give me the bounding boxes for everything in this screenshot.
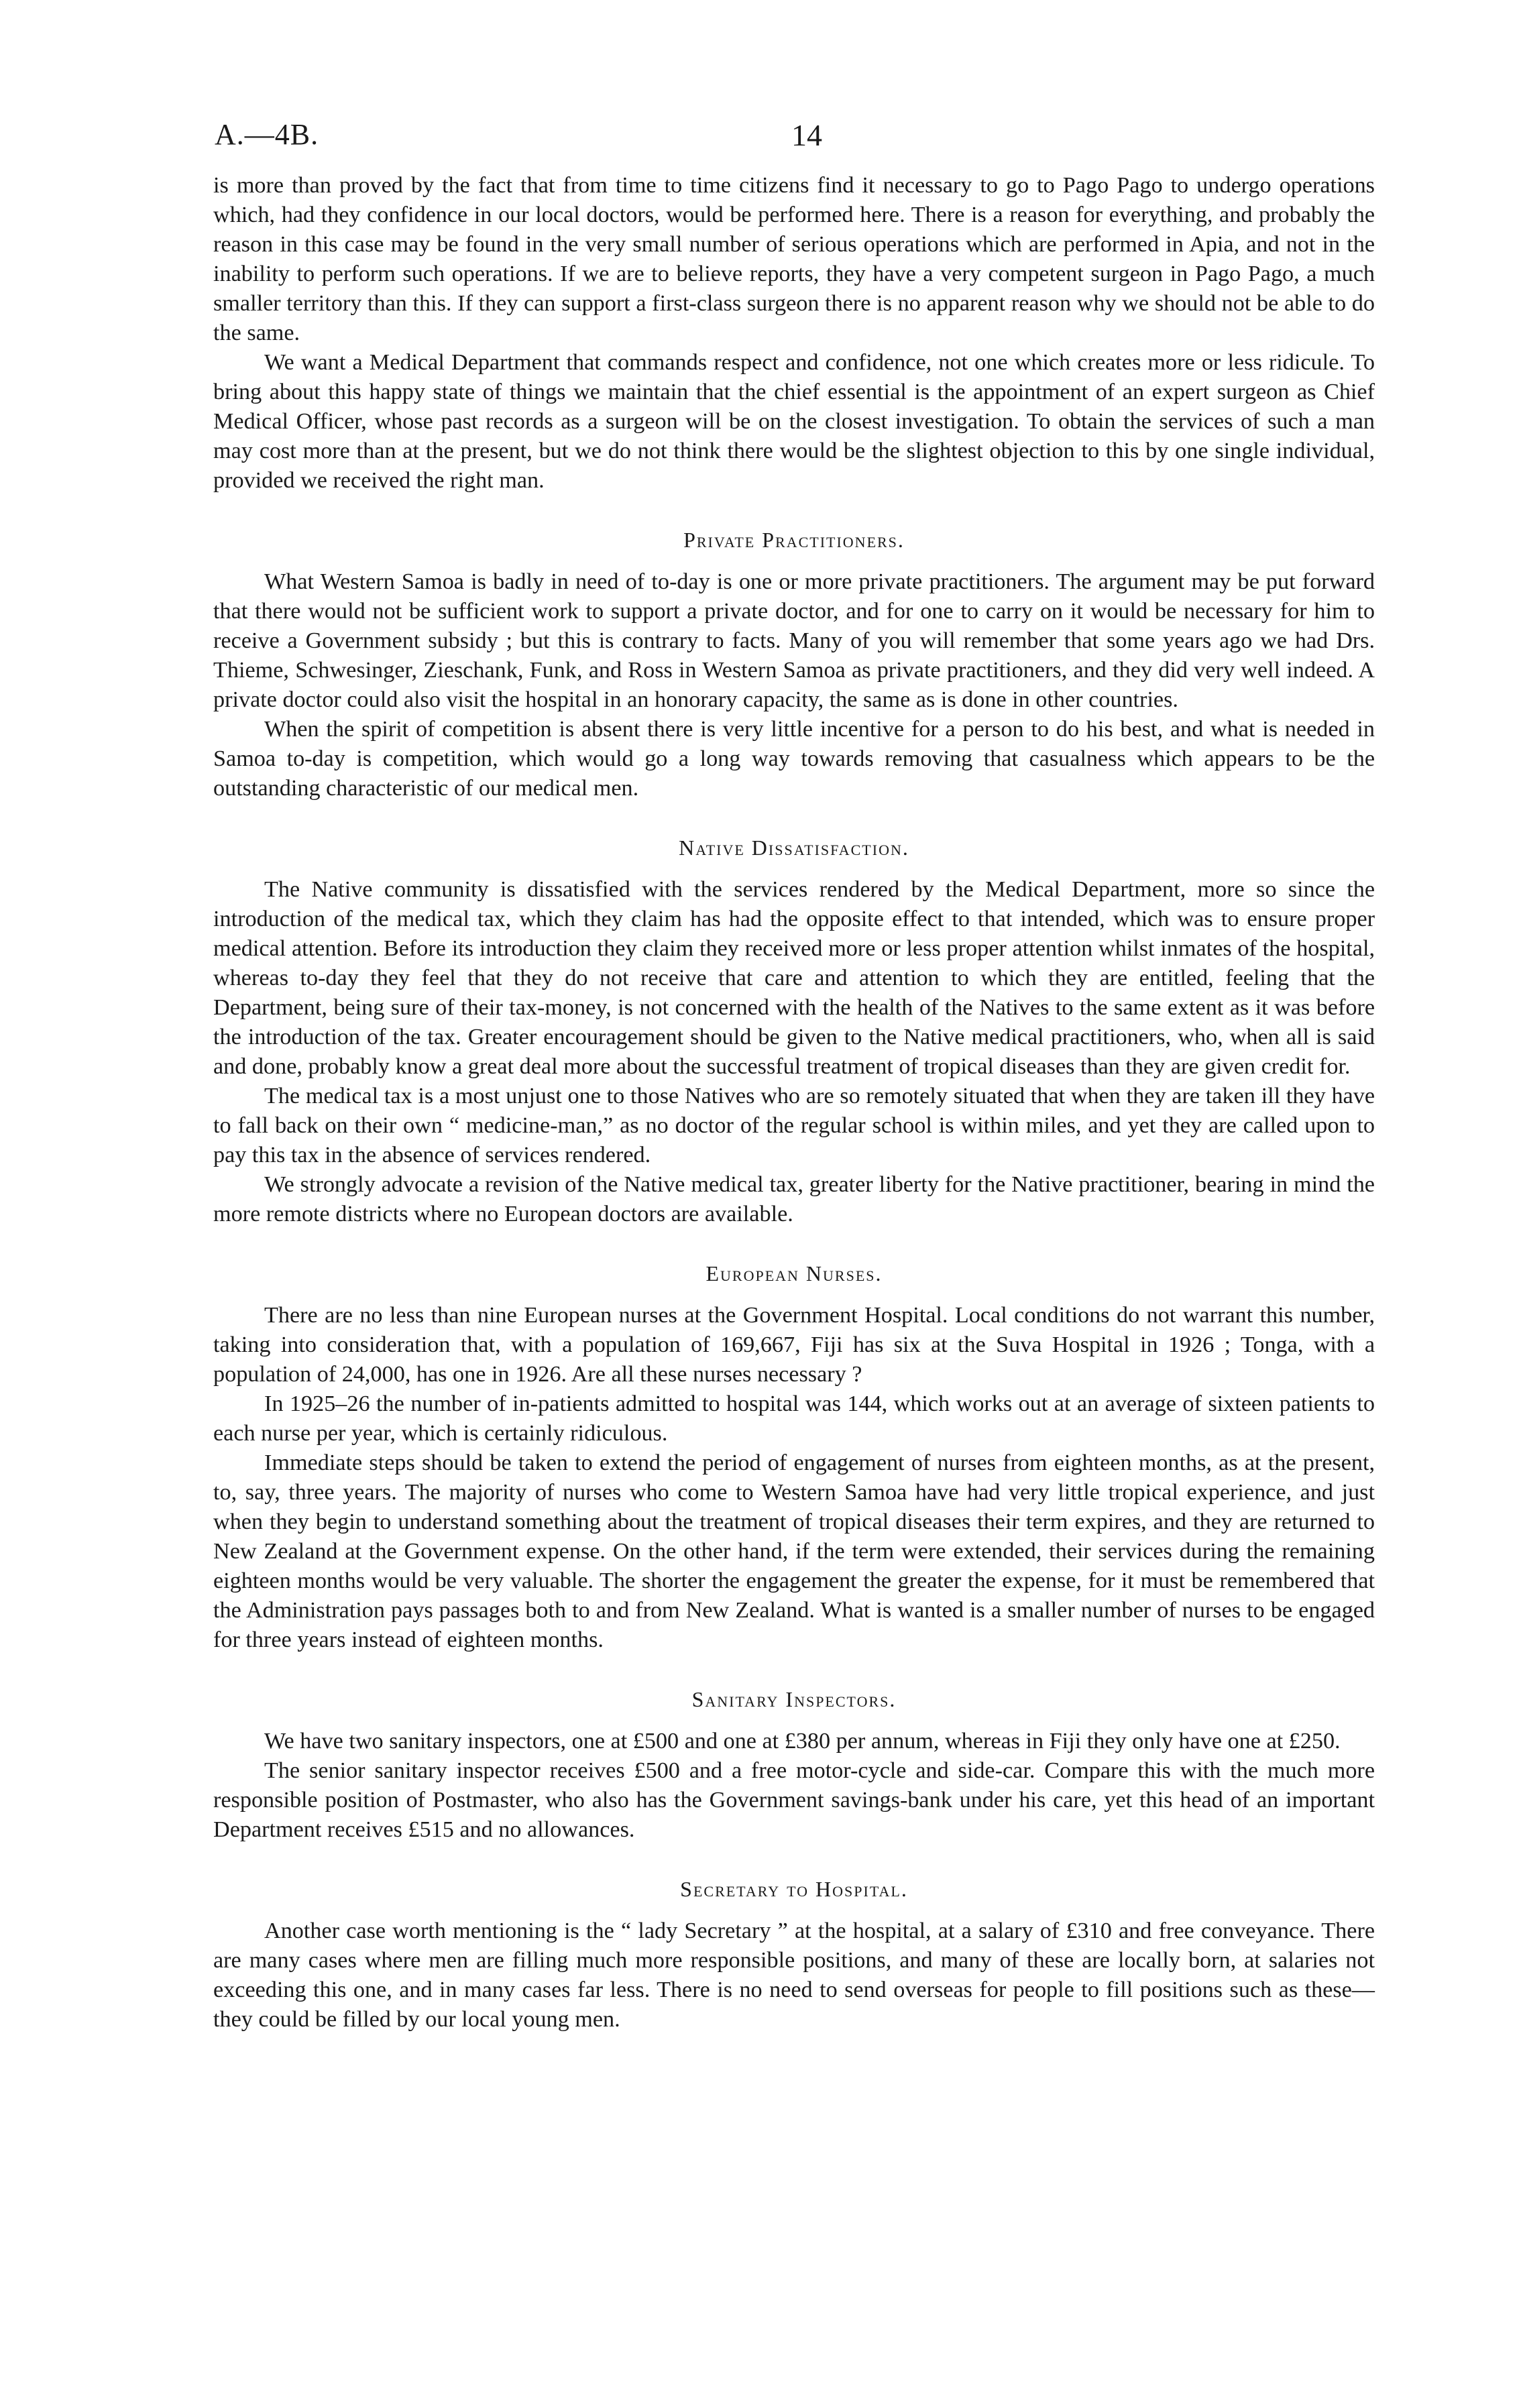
- paragraph: What Western Samoa is badly in need of to-day is one or more private practitioners. The argument may be put forward that there would not be sufficient work to support a private doctor, and for one to carry on it would be necessary for him to receive a Government subsidy ; but this is contrary to facts. Many of you will remember that some years ago we had Drs. Thieme, Schwesinger, Zieschank, Funk, and Ross in Western Samoa as private practitioners, and they did very well indeed. A private doctor could also visit the hospital in an honorary capacity, the same as is done in other countries.: [213, 569, 1375, 712]
- paragraph: The medical tax is a most unjust one to those Natives who are so remotely situated that when they are taken ill they have to fall back on their own “ medicine-man,” as no doctor of the regular school is within miles, and yet they are called upon to pay this tax in the absence of services rendered.: [213, 1084, 1375, 1167]
- section-heading: Secretary to Hospital.: [680, 1877, 908, 1901]
- section-secretary-to-hospital: [213, 1874, 1375, 2034]
- section-heading: Private Practitioners.: [683, 528, 905, 552]
- paragraph: We want a Medical Department that commands respect and confidence, not one which creates more or less ridicule. To bring about this happy state of things we maintain that the chief essential is the appointment of an expert surgeon as Chief Medical Officer, whose past records as a surgeon will be on the closest investigation. To obtain the services of such a man may cost more than at the present, but we do not think there would be the slightest objection to this by one single individual, provided we received the right man.: [213, 350, 1375, 493]
- paragraph: The senior sanitary inspector receives £500 and a free motor-cycle and side-car. Compare this with the much more responsible position of Postmaster, who also has the Government savings-bank under his care, yet this head of an important Department receives £515 and no allowances.: [213, 1758, 1375, 1842]
- section-private-practitioners: [213, 525, 1375, 803]
- section-european-nurses: [213, 1259, 1375, 1655]
- section-heading: Native Dissatisfaction.: [679, 836, 909, 860]
- paragraph: Another case worth mentioning is the “ lady Secretary ” at the hospital, at a salary of £310 and free conveyance. There are many cases where men are filling much more responsible positions, and many of these are locally born, at salaries not exceeding this one, and in many cases far less. There is no need to send overseas for people to fill positions such as these—they could be filled by our local young men.: [213, 1918, 1375, 2032]
- paragraph: Immediate steps should be taken to extend the period of engagement of nurses from eighteen months, as at the present, to, say, three years. The majority of nurses who come to Western Samoa have had very little tropical experience, and just when they begin to understand something about the treatment of tropical diseases their term expires, and they are returned to New Zealand at the Government expense. On the other hand, if the term were extended, their services during the remaining eighteen months would be very valuable. The shorter the engagement the greater the expense, for it must be remembered that the Administration pays passages both to and from New Zealand. What is wanted is a smaller number of nurses to be engaged for three years instead of eighteen months.: [213, 1450, 1375, 1652]
- paragraph: There are no less than nine European nurses at the Government Hospital. Local conditions do not warrant this number, taking into consideration that, with a population of 169,667, Fiji has six at the Suva Hospital in 1926 ; Tonga, with a population of 24,000, has one in 1926. Are all these nurses necessary ?: [213, 1303, 1375, 1387]
- paragraph: We strongly advocate a revision of the Native medical tax, greater liberty for the Native practitioner, bearing in mind the more remote districts where no European doctors are available.: [213, 1172, 1375, 1226]
- section-heading: Sanitary Inspectors.: [691, 1687, 897, 1711]
- paragraph: When the spirit of competition is absent there is very little incentive for a person to do his best, and what is needed in Samoa to-day is competition, which would go a long way towards removing that casualness which appears to be the outstanding characteristic of our medical men.: [213, 717, 1375, 801]
- page-header: [0, 117, 1521, 158]
- document-body: [213, 171, 1375, 2034]
- section-heading: European Nurses.: [706, 1261, 883, 1285]
- section-sanitary-inspectors: [213, 1684, 1375, 1845]
- page-number: 14: [791, 118, 822, 152]
- document-reference: A.—4B.: [215, 118, 319, 151]
- section-native-dissatisfaction: [213, 833, 1375, 1229]
- paragraph: The Native community is dissatisfied with the services rendered by the Medical Department, more so since the introduction of the medical tax, which they claim has had the opposite effect to that intended, which was to ensure proper medical attention. Before its introduction they claim they received more or less proper attention whilst inmates of the hospital, whereas to-day they feel that they do not receive that care and attention to which they are entitled, feeling that the Department, being sure of their tax-money, is not concerned with the health of the Natives to the same extent as it was before the introduction of the tax. Greater encouragement should be given to the Native medical practitioners, who, when all is said and done, probably know a great deal more about the successful treatment of tropical diseases than they are given credit for.: [213, 877, 1375, 1079]
- paragraph: is more than proved by the fact that from time to time citizens find it necessary to go to Pago Pago to undergo operations which, had they confidence in our local doctors, would be performed here. There is a reason for everything, and probably the reason in this case may be found in the very small number of serious operations which are performed in Apia, and not in the inability to perform such operations. If we are to believe reports, they have a very competent surgeon in Pago Pago, a much smaller territory than this. If they can support a first-class surgeon there is no apparent reason why we should not be able to do the same.: [213, 173, 1375, 345]
- paragraph: We have two sanitary inspectors, one at £500 and one at £380 per annum, whereas in Fiji they only have one at £250.: [264, 1729, 1341, 1754]
- paragraph: In 1925–26 the number of in-patients admitted to hospital was 144, which works out at an average of sixteen patients to each nurse per year, which is certainly ridiculous.: [213, 1391, 1375, 1446]
